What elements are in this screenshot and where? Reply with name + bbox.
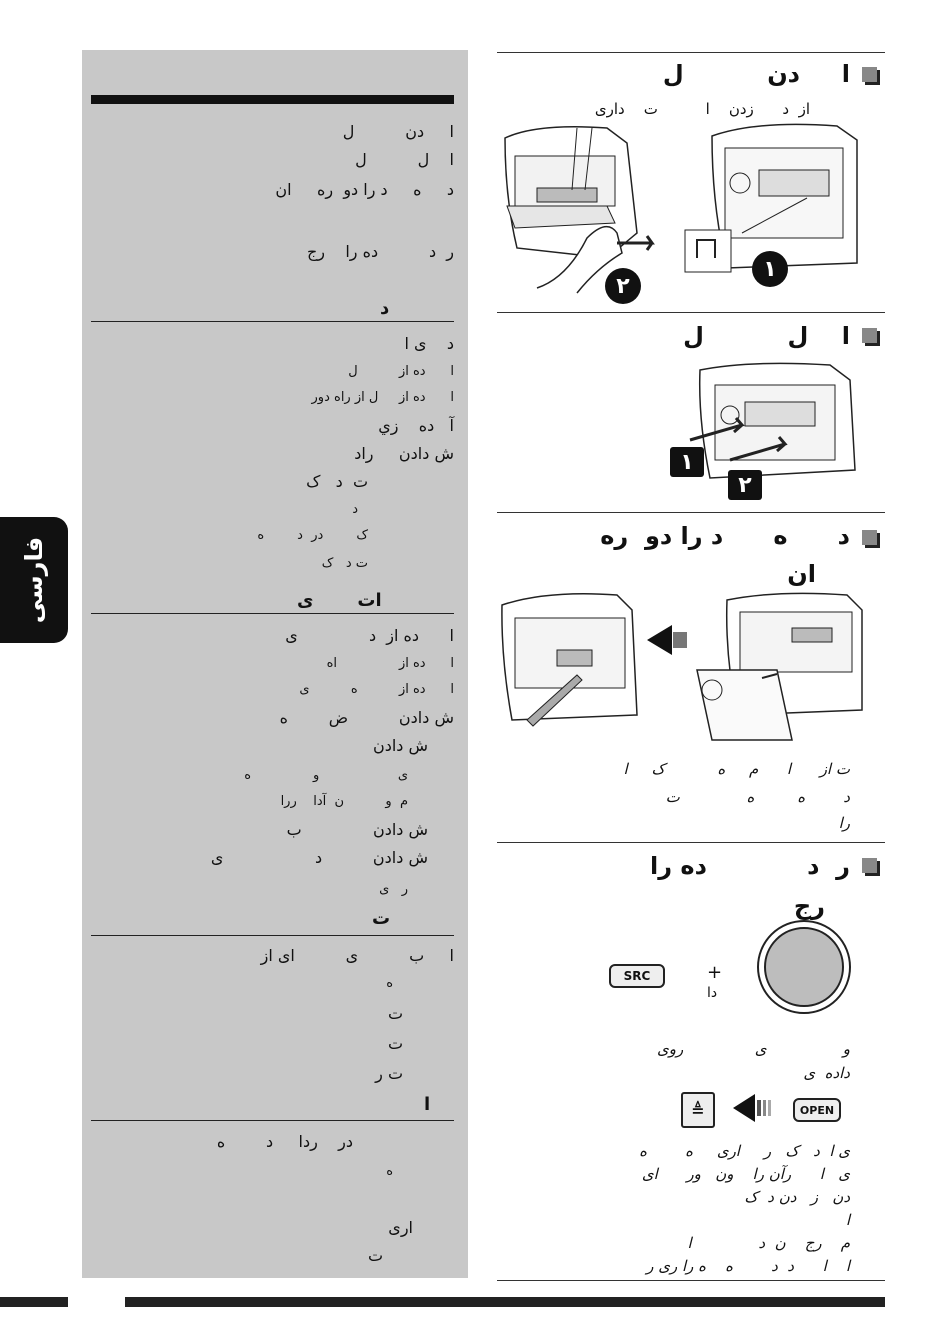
instruction-text: داده ی xyxy=(803,1064,850,1082)
reset-and-remove-illustration xyxy=(497,590,885,750)
volume-knob-icon[interactable] xyxy=(755,918,853,1016)
toc-entry: ا ده از ل xyxy=(348,364,454,379)
step-2-marker: ۲ xyxy=(605,268,641,304)
figure-caption: د ه ه ت xyxy=(665,788,850,806)
section-title-continued: رج xyxy=(793,892,825,920)
toc-heading: ا xyxy=(424,1094,431,1115)
detach-panel-illustration xyxy=(497,118,885,308)
section-bullet-icon xyxy=(862,530,877,545)
section-bullet-icon xyxy=(862,67,877,82)
contents-panel xyxy=(82,50,468,1278)
toc-entry: ت ر xyxy=(375,1064,403,1083)
section-divider xyxy=(497,1280,885,1281)
toc-entry: ا دن ل xyxy=(342,122,454,141)
section-title: ر د ده را xyxy=(650,852,850,880)
instruction-text: ی ا د ک ر اری ه ه xyxy=(639,1142,850,1160)
footer-bar xyxy=(0,1297,68,1307)
toc-entry: ر ی xyxy=(379,882,408,897)
section-divider xyxy=(497,512,885,513)
contents-top-bar xyxy=(91,95,454,104)
toc-entry: ش دادن xyxy=(372,736,428,755)
toc-entry: د ی ا xyxy=(404,334,454,353)
toc-entry: د ه د را دو ره ان xyxy=(275,180,454,199)
toc-divider xyxy=(91,613,454,614)
toc-entry: ا ل ل xyxy=(355,150,454,169)
section-title: د ه د را دو ره xyxy=(600,522,850,550)
toc-heading: ات ی xyxy=(297,590,382,611)
language-tab-label: فارسی xyxy=(20,536,48,624)
step-1-marker: ۱ xyxy=(752,251,788,287)
section-bullet-icon xyxy=(862,328,877,343)
step-2-marker: ۲ xyxy=(728,470,762,500)
toc-entry: ش دادن ض ه xyxy=(279,708,454,727)
figure-caption: را xyxy=(838,814,850,832)
toc-entry: د xyxy=(352,502,358,517)
toc-entry: ا ب ی ای از xyxy=(260,946,454,965)
instruction-text: دن ز دن د ک xyxy=(744,1188,850,1206)
instruction-text: ا ا د د ه ه را ری ر xyxy=(646,1257,850,1275)
toc-entry: ت xyxy=(367,1246,383,1265)
section-divider xyxy=(497,842,885,843)
eject-button[interactable]: ≜ xyxy=(681,1092,715,1128)
instruction-text: و ی روی xyxy=(656,1040,850,1058)
section-divider xyxy=(497,312,885,313)
open-button[interactable]: OPEN xyxy=(793,1098,841,1122)
section-title: ا دن ل xyxy=(662,60,850,88)
section-bullet-icon xyxy=(862,858,877,873)
toc-entry: ر د ده را رج xyxy=(306,242,454,261)
figure-caption: ت از ا م ه ک ا xyxy=(623,760,850,778)
toc-entry: ت د ک xyxy=(306,472,368,491)
toc-entry: ا ده از اه xyxy=(326,656,454,671)
toc-entry: ا ده از د ی xyxy=(285,626,454,645)
toc-entry: ک در د ه xyxy=(257,528,368,543)
da-label: دا xyxy=(707,985,718,1001)
src-button[interactable]: SRC xyxy=(609,964,665,988)
toc-entry: ت xyxy=(387,1034,403,1053)
toc-divider xyxy=(91,321,454,322)
step-1-marker: ۱ xyxy=(670,447,704,477)
toc-entry: ش دادن د ی xyxy=(210,848,428,867)
toc-entry: آ ده زي xyxy=(378,416,454,435)
toc-divider xyxy=(91,1120,454,1121)
toc-entry: ش دادن راد xyxy=(354,444,454,463)
toc-heading: ت xyxy=(372,908,391,929)
toc-heading: د xyxy=(380,298,390,319)
toc-entry: ش دادن ب xyxy=(286,820,428,839)
toc-entry: اری xyxy=(388,1218,413,1237)
toc-entry: ا ده از ل از راه دور xyxy=(311,390,454,405)
toc-entry: ت xyxy=(387,1004,403,1023)
figure-caption: از د زدن ا ت داری xyxy=(594,100,810,118)
footer-bar xyxy=(125,1297,885,1307)
toc-divider xyxy=(91,935,454,936)
toc-entry: ه xyxy=(386,976,393,991)
toc-entry: ا ده از ه ی xyxy=(299,682,454,697)
toc-entry: ت د ک xyxy=(321,556,368,571)
instruction-text: م رج ن د ا xyxy=(687,1234,850,1252)
section-title-continued: ان xyxy=(787,560,816,588)
language-tab xyxy=(0,517,68,643)
instruction-text: ا xyxy=(845,1211,850,1229)
toc-entry: ی و ه xyxy=(244,768,408,783)
toc-entry: م و ن آدا ررا xyxy=(280,794,408,809)
section-divider xyxy=(497,52,885,53)
toc-entry: در ردا د ه xyxy=(216,1132,353,1151)
left-arrow-icon xyxy=(733,1090,773,1126)
toc-entry: ه xyxy=(386,1164,393,1179)
plus-label: + xyxy=(707,962,723,983)
section-title: ا ل ل xyxy=(683,322,850,350)
instruction-text: ی ا رآن را ون ور ای xyxy=(641,1165,850,1183)
